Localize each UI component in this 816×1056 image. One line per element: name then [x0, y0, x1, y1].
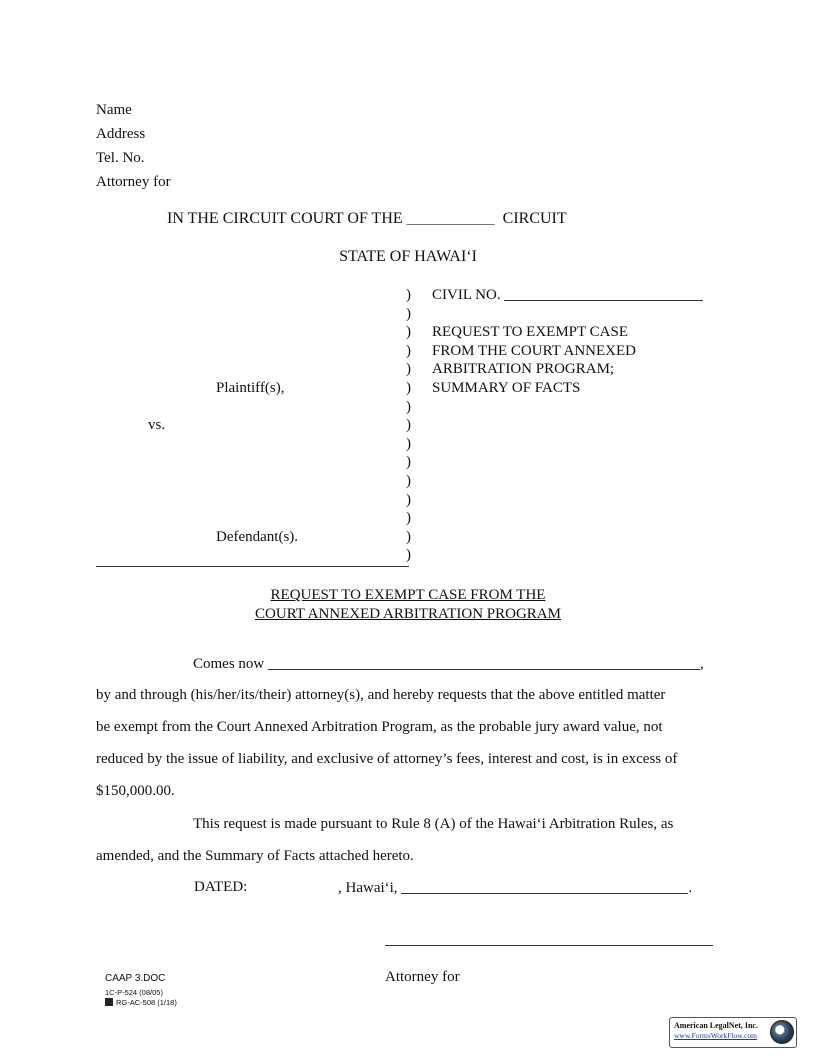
paren: ) — [406, 398, 411, 415]
civil-no-field[interactable] — [504, 286, 703, 301]
signature-attorney-for: Attorney for — [385, 969, 460, 985]
logo-brand: American LegalNet, Inc. — [674, 1021, 758, 1030]
paren: ) — [406, 361, 411, 378]
paren: ) — [406, 324, 411, 341]
caption-parens — [406, 286, 411, 565]
civil-no-label: CIVIL NO. — [432, 287, 501, 303]
paren: ) — [406, 305, 411, 322]
plaintiff-label: Plaintiff(s), — [216, 380, 285, 396]
paren: ) — [406, 379, 411, 396]
body-line: This request is made pursuant to Rule 8 (A) of the Hawai‘i Arbitration Rules, as — [193, 816, 674, 832]
paren: ) — [406, 454, 411, 471]
circuit-blank: ___________ — [406, 210, 495, 227]
paren: ) — [406, 528, 411, 545]
state-heading: STATE OF HAWAI‘I — [339, 248, 477, 265]
caption-title-line: REQUEST TO EXEMPT CASE — [432, 324, 629, 340]
document-title-line1: REQUEST TO EXEMPT CASE FROM THE — [270, 587, 546, 603]
caption-title-line: ARBITRATION PROGRAM; — [432, 361, 615, 378]
court-heading — [167, 210, 567, 228]
dated-line: , Hawai‘i, . — [338, 880, 693, 896]
caption-title-line: SUMMARY OF FACTS — [432, 379, 581, 396]
footer-rg-code — [105, 998, 177, 1007]
defendant-label: Defendant(s). — [216, 529, 299, 545]
signature-line[interactable] — [385, 945, 713, 946]
document-title-line2: COURT ANNEXED ARBITRATION PROGRAM — [255, 606, 561, 622]
caption-title — [432, 323, 636, 397]
body-line: be exempt from the Court Annexed Arbitration Program, as the probable jury award value, not — [96, 719, 663, 735]
body-line: amended, and the Summary of Facts attached hereto. — [96, 848, 414, 864]
paren: ) — [406, 491, 411, 508]
court-heading-prefix: IN THE CIRCUIT COURT OF THE — [167, 210, 403, 227]
paren: ) — [406, 287, 411, 303]
paren: ) — [406, 472, 411, 489]
paren: ) — [406, 510, 411, 527]
attorney-address: Address — [96, 126, 146, 142]
court-heading-suffix: CIRCUIT — [502, 210, 567, 227]
attorney-for-label: Attorney for — [96, 174, 171, 190]
attorney-name: Name — [96, 102, 132, 118]
seal-icon — [770, 1020, 794, 1044]
logo-url[interactable]: www.FormsWorkFlow.com — [674, 1031, 758, 1040]
comes-now-line: Comes now , — [193, 656, 704, 672]
american-legalnet-logo[interactable] — [669, 1017, 797, 1048]
body-line: reduced by the issue of liability, and exclusive of attorney’s fees, interest and cost, is in excess of — [96, 751, 678, 767]
footer-doc-code: CAAP 3.DOC — [105, 973, 166, 984]
civil-no-line — [432, 286, 703, 304]
footer-form-code: 1C-P-524 (08/05) — [105, 988, 163, 997]
footer-rg-code-text: RG-AC-508 (1/18) — [116, 998, 177, 1007]
comes-now-label: Comes now — [193, 656, 265, 672]
document-title — [0, 586, 816, 624]
vs-label: vs. — [148, 417, 166, 433]
body-amount-line: $150,000.00. — [96, 783, 175, 799]
attorney-tel: Tel. No. — [96, 150, 145, 166]
paren: ) — [406, 435, 411, 452]
dated-label: DATED: — [194, 879, 248, 895]
party-name-field[interactable] — [268, 655, 700, 670]
date-field[interactable] — [401, 879, 688, 894]
paren: ) — [406, 417, 411, 434]
body-line: by and through (his/her/its/their) attorney(s), and hereby requests that the above entitled matter — [96, 687, 666, 703]
dated-place: , Hawai‘i, — [338, 880, 398, 896]
paren: ) — [406, 342, 411, 359]
caption-underline — [96, 566, 409, 567]
paren: ) — [406, 547, 411, 564]
accessibility-icon — [105, 998, 113, 1006]
caption-title-line: FROM THE COURT ANNEXED — [432, 342, 636, 359]
